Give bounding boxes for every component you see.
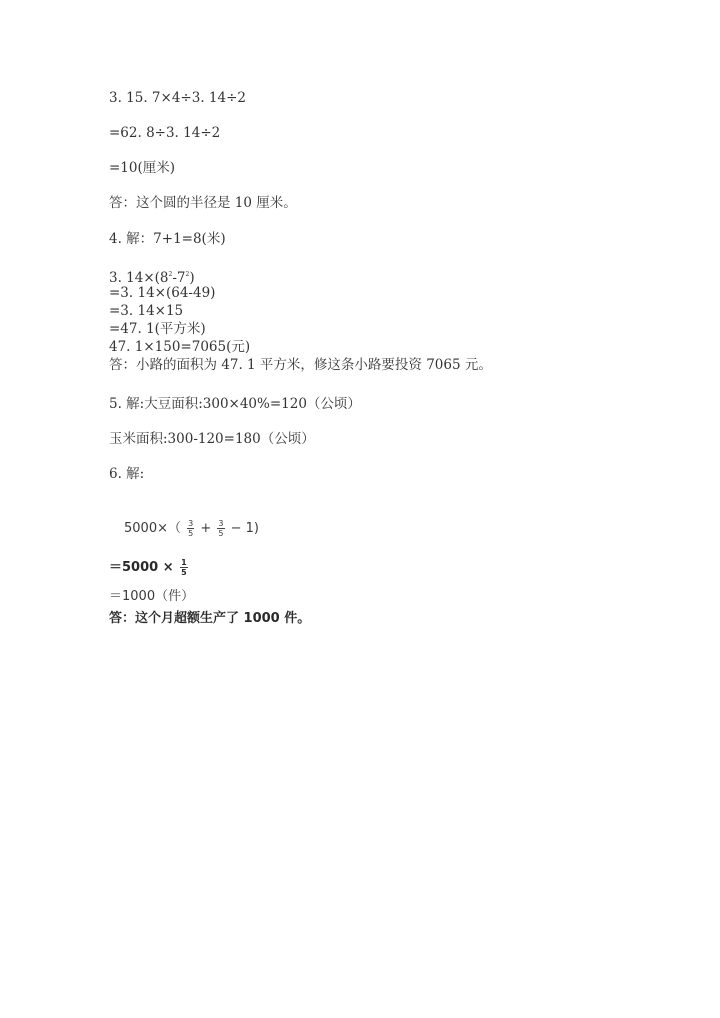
q4-exponent-1: 2 — [168, 271, 173, 278]
q6-expr-prefix: 5000×（ — [124, 521, 181, 536]
q3-step-1: 3. 15. 7×4÷3. 14÷2 — [109, 90, 246, 106]
q6-step2-prefix: ＝5000 × — [109, 560, 174, 575]
q6-frac1-numerator: 3 — [188, 519, 194, 528]
q6-step-3: ＝1000（件） — [109, 589, 195, 604]
q6-frac2-denominator: 5 — [218, 529, 224, 538]
q4-calc-mid: -7 — [172, 270, 186, 286]
q3-answer: 答：这个圆的半径是 10 厘米。 — [109, 195, 297, 211]
q4-step-1: 4. 解：7+1=8(米) — [109, 231, 226, 247]
q4-calc-suffix: ) — [189, 270, 195, 286]
q4-step-3: =3. 14×(64-49) — [109, 285, 216, 301]
q3-step-2: =62. 8÷3. 14÷2 — [109, 125, 221, 141]
q6-fraction-3 — [180, 558, 188, 577]
q6-expression — [124, 519, 259, 538]
q4-calc-prefix: 3. 14×(8 — [109, 270, 169, 286]
q4-answer: 答：小路的面积为 47. 1 平方米，修这条小路要投资 7065 元。 — [109, 357, 492, 373]
q5-step-1: 5. 解:大豆面积:300×40%=120（公顷） — [109, 396, 361, 412]
q6-plus: + — [200, 521, 212, 536]
q6-answer: 答：这个月超额生产了 1000 件。 — [109, 611, 311, 626]
q6-step-2 — [109, 558, 190, 577]
q6-frac3-denominator: 5 — [181, 568, 187, 577]
q6-expr-suffix: − 1) — [230, 521, 260, 536]
q6-fraction-2 — [217, 519, 224, 538]
q3-step-3: =10(厘米) — [109, 160, 176, 176]
q4-step-6: 47. 1×150=7065(元) — [109, 339, 251, 355]
q6-frac2-numerator: 3 — [218, 519, 224, 528]
q6-label: 6. 解: — [109, 466, 145, 482]
q4-step-5: =47. 1(平方米) — [109, 321, 206, 337]
q6-frac1-denominator: 5 — [188, 529, 194, 538]
q6-fraction-1 — [187, 519, 194, 538]
q4-exponent-2: 2 — [185, 271, 190, 278]
q4-step-4: =3. 14×15 — [109, 303, 184, 319]
q6-frac3-numerator: 1 — [181, 558, 187, 567]
q5-step-2: 玉米面积:300-120=180（公顷） — [109, 431, 315, 447]
